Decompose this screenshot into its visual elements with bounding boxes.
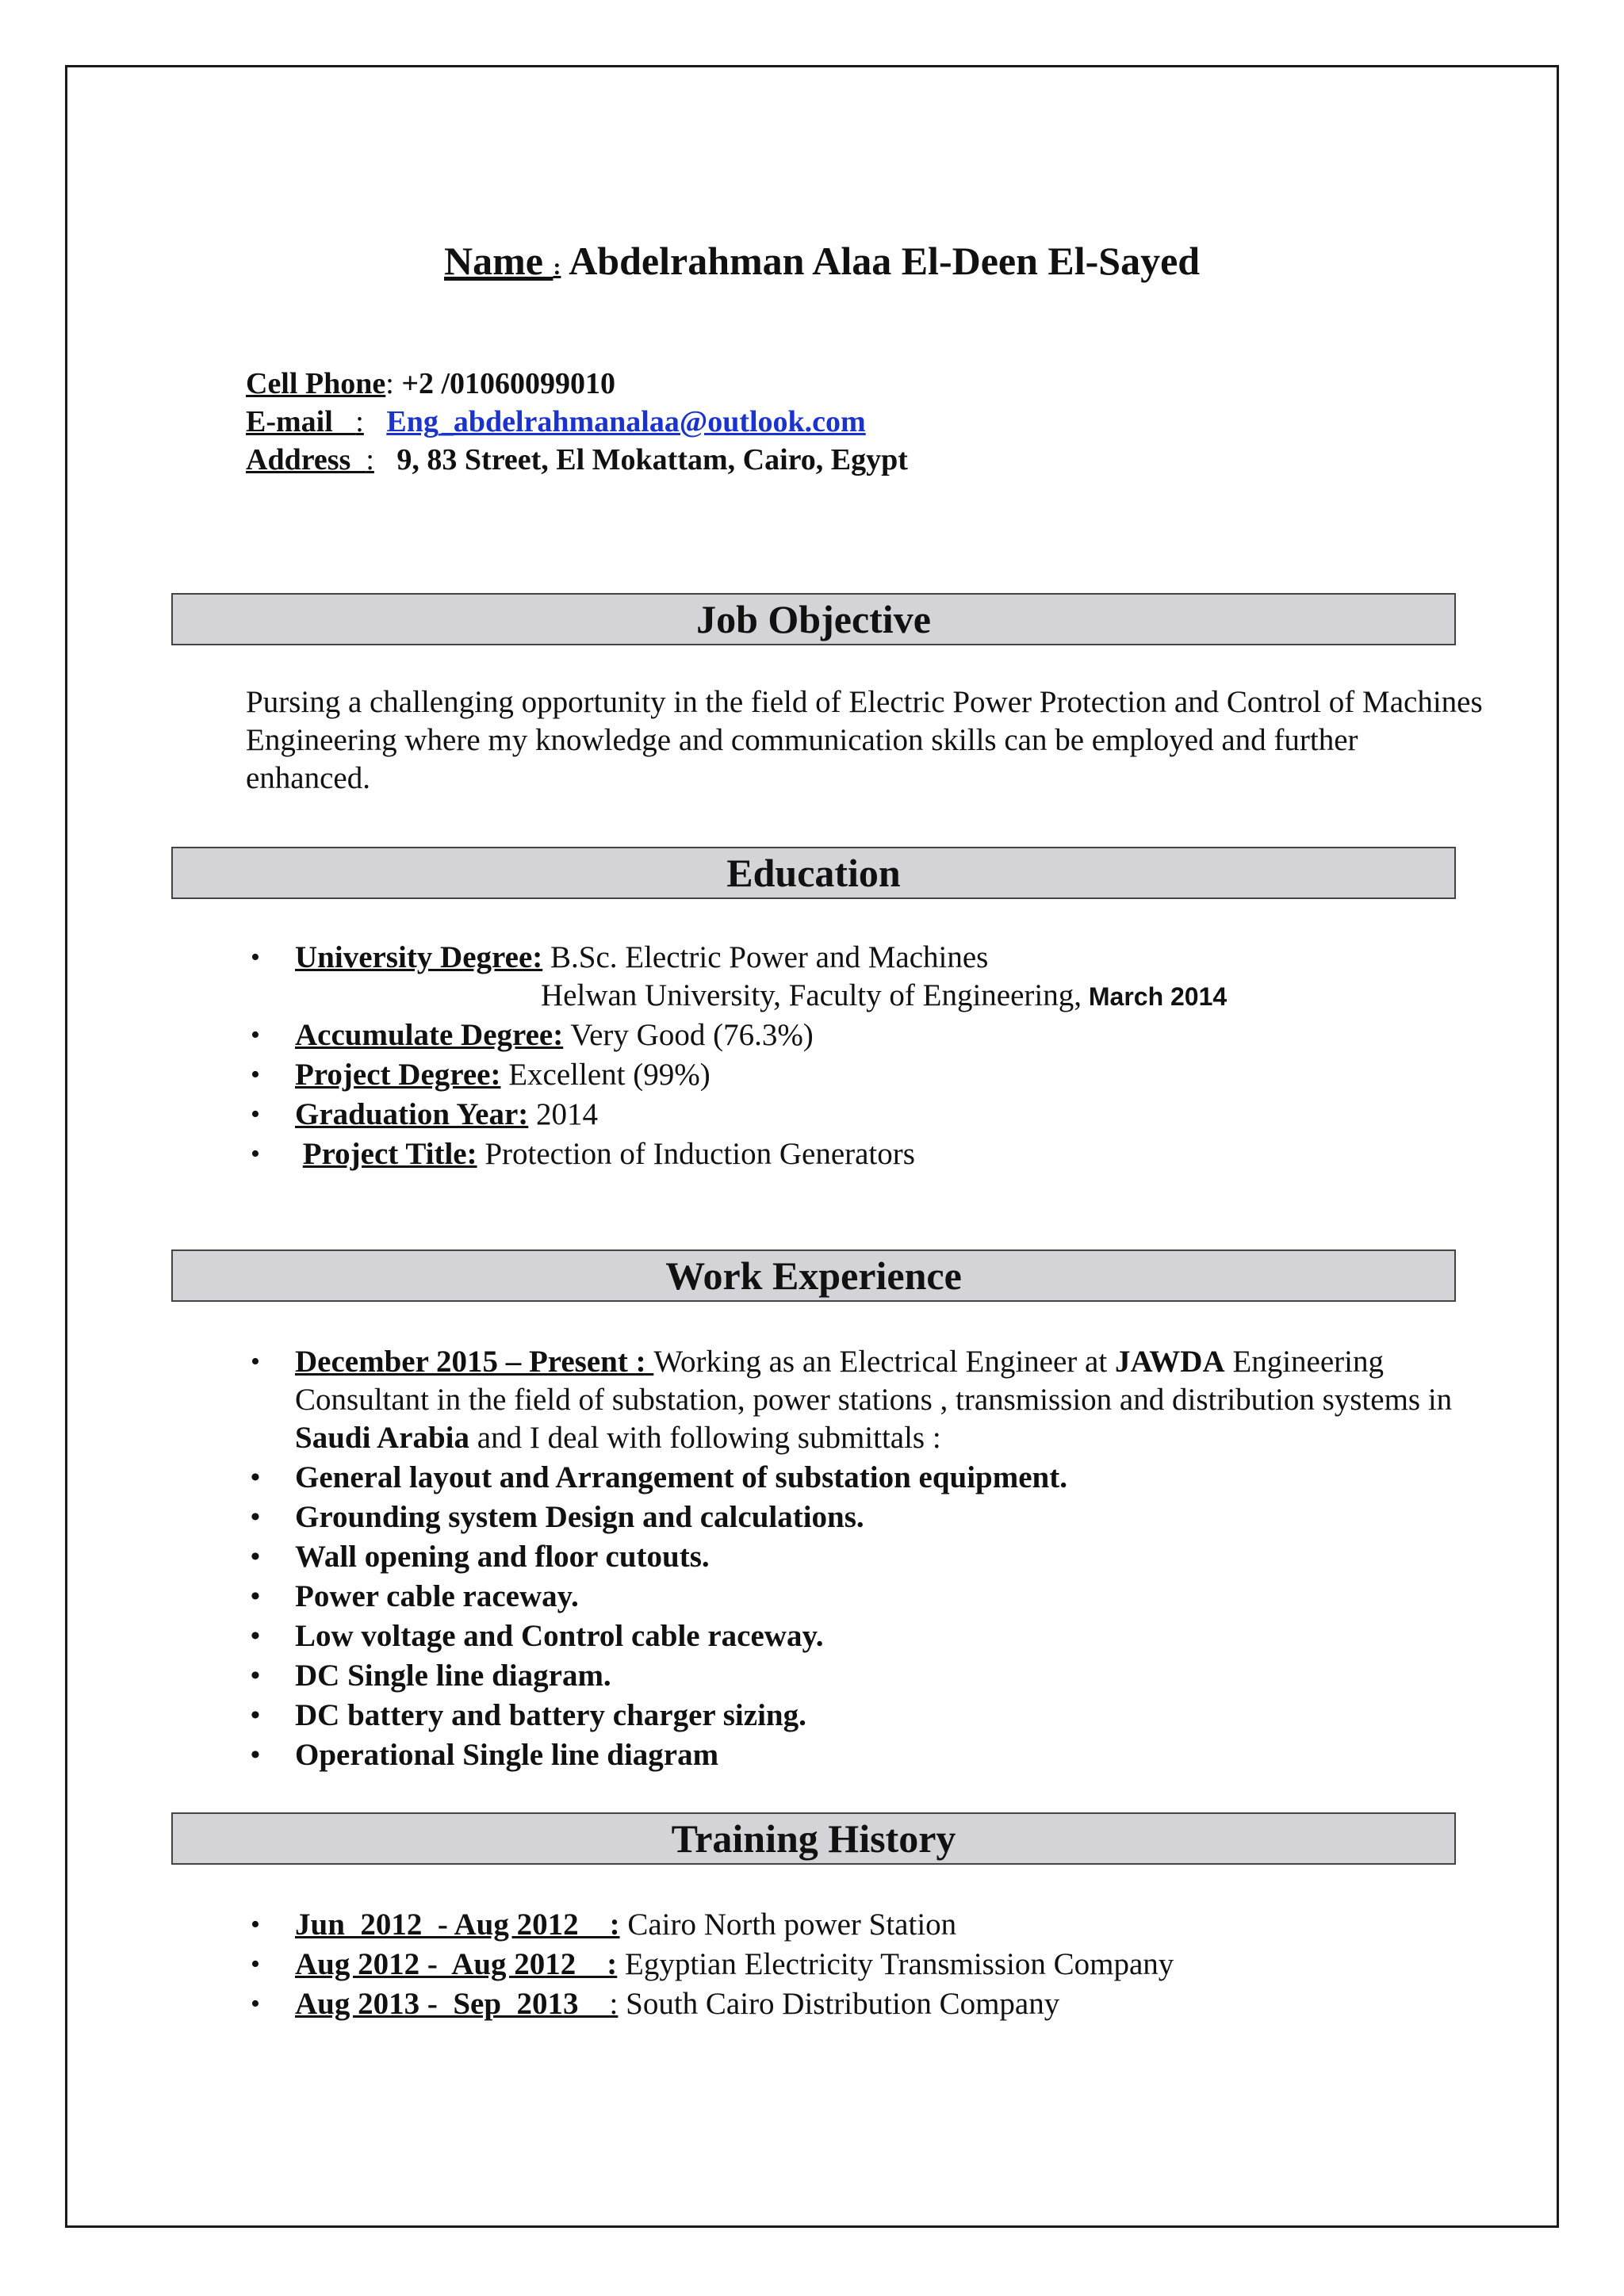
bullet: •: [251, 1740, 260, 1770]
bullet: •: [251, 1989, 260, 2019]
training-list: [246, 1906, 1483, 2025]
email-sep: :: [355, 405, 364, 438]
bullet: •: [251, 1910, 260, 1939]
contact-phone: [246, 366, 615, 401]
work-text-1: Working as an Electrical Engineer at: [653, 1345, 1115, 1379]
degree-university: Helwan University, Faculty of Engineering,: [541, 978, 1082, 1012]
work-item: DC Single line diagram.: [295, 1659, 611, 1693]
objective-text: Pursing a challenging opportunity in the field of Electric Power Protection and Control of Machines Engineering where my knowledge and communication skills can be employed and further enhanced.: [246, 685, 1483, 795]
bullet: •: [251, 1139, 260, 1169]
name-colon: :: [553, 254, 561, 280]
degree-date: March 2014: [1081, 982, 1228, 1011]
email-link[interactable]: Eng_abdelrahmanalaa@outlook.com: [386, 405, 866, 438]
training-period: Aug 2013 - Sep 2013: [295, 1987, 610, 2021]
bullet: •: [251, 1502, 260, 1532]
training-sep: :: [609, 1987, 619, 2021]
work-item: Wall opening and floor cutouts.: [295, 1540, 710, 1574]
work-company: JAWDA: [1114, 1345, 1225, 1379]
list-item: [246, 1946, 1483, 1985]
project-degree-label: Project Degree:: [295, 1058, 501, 1092]
list-item: [246, 1985, 1483, 2025]
degree-line2: [295, 977, 1483, 1016]
accumulate-label: Accumulate Degree:: [295, 1018, 564, 1052]
graduation-label: Graduation Year:: [295, 1097, 529, 1131]
phone-sep: :: [385, 367, 394, 400]
list-item: [246, 1459, 1483, 1498]
bullet: •: [251, 1100, 260, 1129]
project-title-value: Protection of Induction Generators: [477, 1137, 915, 1171]
list-item: [246, 1498, 1483, 1538]
work-text-2: Engineering Consultant in the field of substation, power stations , transmission and distribution systems in: [295, 1345, 1453, 1417]
list-item: [246, 1697, 1483, 1736]
training-place: Cairo North power Station: [619, 1908, 957, 1942]
name-value: Abdelrahman Alaa El-Deen El-Sayed: [569, 239, 1201, 283]
training-period: Aug 2012 - Aug 2012 :: [295, 1947, 618, 1981]
bullet: •: [251, 1950, 260, 1979]
phone-value: +2 /01060099010: [401, 367, 616, 400]
list-item: [246, 1135, 1483, 1175]
bullet: •: [251, 1463, 260, 1492]
section-job-objective: Job Objective: [171, 593, 1456, 645]
work-item: Grounding system Design and calculations.: [295, 1500, 864, 1534]
section-work-experience: Work Experience: [171, 1249, 1456, 1302]
work-item: Operational Single line diagram: [295, 1738, 719, 1772]
list-item: [246, 1578, 1483, 1617]
name-header: [444, 238, 1200, 284]
work-item: General layout and Arrangement of substation equipment.: [295, 1460, 1067, 1494]
bullet: •: [251, 1060, 260, 1089]
section-training-history: Training History: [171, 1812, 1456, 1865]
list-item: [246, 1538, 1483, 1578]
email-label: E-mail: [246, 405, 356, 438]
accumulate-value: Very Good (76.3%): [563, 1018, 814, 1052]
work-list: [246, 1343, 1483, 1776]
work-country: Saudi Arabia: [295, 1421, 470, 1455]
list-item: [246, 1096, 1483, 1135]
list-item: [246, 1016, 1483, 1056]
work-period: December 2015 – Present :: [295, 1345, 654, 1379]
bullet: •: [251, 1582, 260, 1611]
address-sep: :: [366, 443, 374, 476]
section-education: Education: [171, 847, 1456, 899]
list-item: [246, 1657, 1483, 1697]
name-label: Name: [444, 239, 553, 283]
phone-label: Cell Phone: [246, 367, 386, 400]
degree-label: University Degree:: [295, 940, 543, 974]
project-degree-value: Excellent (99%): [500, 1058, 710, 1092]
list-item: [246, 1056, 1483, 1096]
bullet: •: [251, 1621, 260, 1651]
bullet: •: [251, 1347, 260, 1376]
list-item: [246, 1906, 1483, 1946]
work-item: Power cable raceway.: [295, 1579, 579, 1613]
work-text-3: and I deal with following submittals :: [469, 1421, 941, 1455]
project-title-label: Project Title:: [302, 1137, 477, 1171]
bullet: •: [251, 1020, 260, 1050]
education-list: [246, 939, 1483, 1175]
work-item: Low voltage and Control cable raceway.: [295, 1619, 824, 1653]
list-item: [246, 1343, 1483, 1459]
bullet: •: [251, 943, 260, 972]
list-item: [246, 1617, 1483, 1657]
training-place: South Cairo Distribution Company: [618, 1987, 1060, 2021]
list-item: [246, 939, 1483, 1016]
work-item: DC battery and battery charger sizing.: [295, 1698, 806, 1732]
bullet: •: [251, 1701, 260, 1730]
address-value: 9, 83 Street, El Mokattam, Cairo, Egypt: [396, 443, 908, 476]
bullet: •: [251, 1661, 260, 1690]
degree-value: B.Sc. Electric Power and Machines: [542, 940, 989, 974]
training-place: Egyptian Electricity Transmission Company: [617, 1947, 1174, 1981]
training-period: Jun 2012 - Aug 2012 :: [295, 1908, 620, 1942]
contact-address: [246, 442, 908, 477]
bullet: •: [251, 1542, 260, 1571]
graduation-value: 2014: [528, 1097, 599, 1131]
list-item: [246, 1736, 1483, 1776]
address-label: Address: [246, 443, 366, 476]
contact-email: [246, 404, 866, 439]
